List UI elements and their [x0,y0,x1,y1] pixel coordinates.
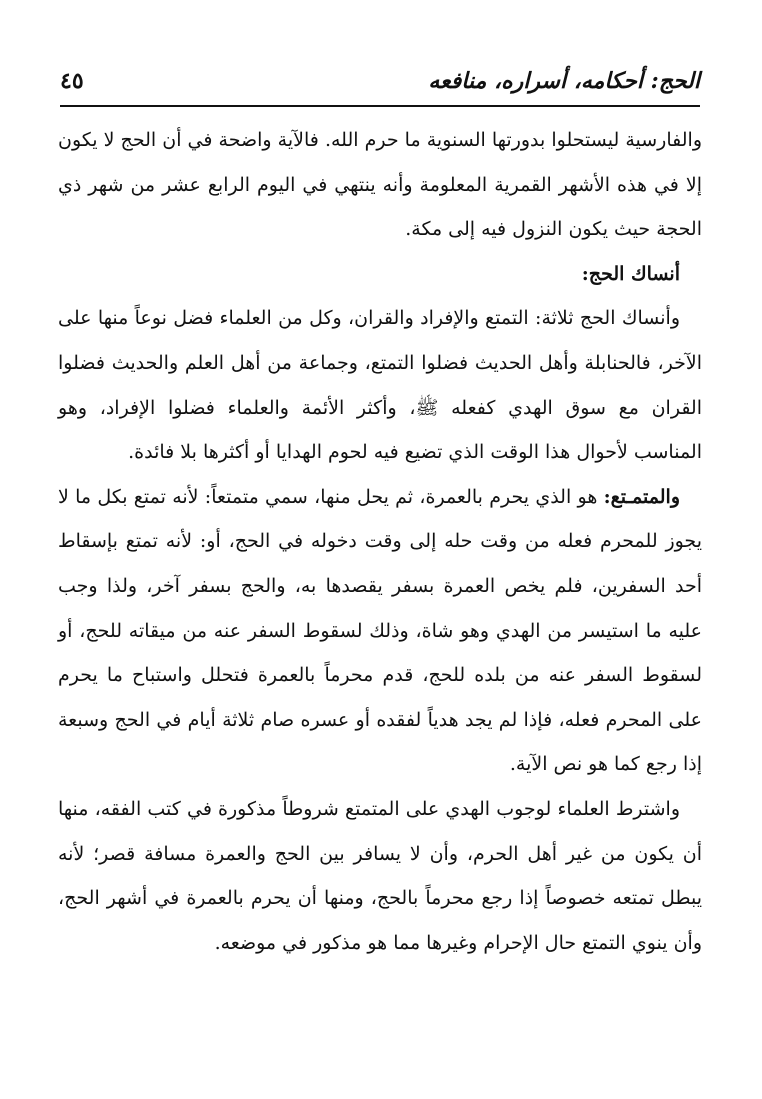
header-rule [60,105,700,107]
paragraph-3 [58,475,702,787]
term-mutamatti: والمتمـتع: [603,485,680,508]
paragraph-1: والفارسية ليستحلوا بدورتها السنوية ما حرم الله. فالآية واضحة في أن الحج لا يكون إلا في هذه الأشهر القمرية المعلومة وأنه ينتهي في اليوم الرابع عشر من شهر ذي الحجة حيث يكون النزول فيه إلى مكة. [58,129,702,241]
page-body [58,118,702,965]
header-title: الحج: أحكامه، أسراره، منافعه [428,68,700,94]
page-number: ٤٥ [60,68,84,94]
section-heading: أنساك الحج: [581,262,680,285]
paragraph-2: وأنساك الحج ثلاثة: التمتع والإفراد والقران، وكل من العلماء فضل نوعاً منها على الآخر، فالحنابلة وأهل الحديث فضلوا التمتع، وجماعة من أهل العلم والحديث فضلوا القران مع سوق الهدي كفعله ﷺ، وأكثر الأئمة والعلماء فضلوا الإفراد، وهو المناسب لأحوال هذا الوقت الذي تضيع فيه لحوم الهدايا أو أكثرها بلا فائدة. [58,307,702,464]
paragraph-3-text: هو الذي يحرم بالعمرة، ثم يحل منها، سمي متمتعاً: لأنه تمتع بكل ما لا يجوز للمحرم فعله من وقت حله إلى وقت دخوله في الحج، أو: لأنه تمتع بإسقاط أحد السفرين، فلم يخص العمرة بسفر يقصدها به، والحج بسفر آخر، ولذا وجب عليه ما استيسر من الهدي وهو شاة، وذلك لسقوط السفر عنه من ميقاته للحج، أو لسقوط السفر عنه من بلده للحج، قدم محرماً بالعمرة فتحلل واستباح ما يحرم على المحرم فعله، فإذا لم يجد هدياً لفقده أو عسره صام ثلاثة أيام في الحج وسبعة إذا رجع كما هو نص الآية. [58,485,702,776]
paragraph-4: واشترط العلماء لوجوب الهدي على المتمتع شروطاً مذكورة في كتب الفقه، منها أن يكون من غير أهل الحرم، وأن لا يسافر بين الحج والعمرة مسافة قصر؛ لأنه يبطل تمتعه خصوصاً إذا رجع محرماً بالحج، ومنها أن يحرم بالعمرة في أشهر الحج، وأن ينوي التمتع حال الإحرام وغيرها مما هو مذكور في موضعه. [58,797,702,954]
running-header [60,60,700,104]
